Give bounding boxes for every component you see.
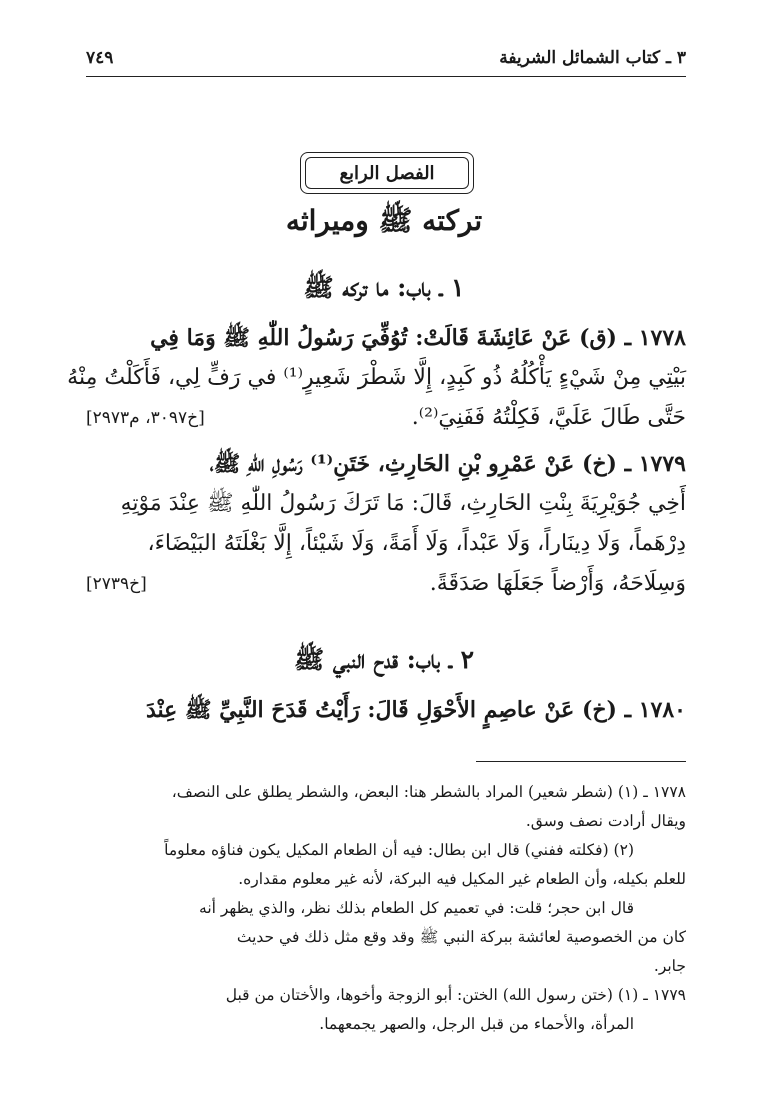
hadith-1778-line-3: حَتَّى طَالَ عَلَيَّ، فَكِلْتُهُ فَفَنِيَ⁽²⁾. (411, 405, 686, 430)
hadith-1778-line-1: ١٧٧٨ ـ (ق) عَنْ عَائِشَةَ قَالَتْ: تُوُفِّيَ رَسُولُ اللّٰهِ ﷺ وَمَا فِي (150, 325, 686, 351)
hadith-1779-source: [خ٢٧٣٩] (86, 574, 147, 594)
running-title: ٣ ـ كتاب الشمائل الشريفة (499, 48, 686, 68)
chapter-label-frame (300, 152, 474, 194)
chapter-title: تركته ﷺ وميراثه (285, 204, 483, 237)
hadith-1780 (86, 690, 686, 730)
hadith-1778 (67, 318, 686, 438)
page-header (86, 40, 686, 77)
hadith-1779-line-2: أَخِي جُوَيْرِيَةَ بِنْتِ الحَارِثِ، قَالَ: مَا تَرَكَ رَسُولُ اللّٰهِ ﷺ عِنْدَ مَوْتِهِ (120, 491, 686, 516)
footnote-line: المرأة، والأحماء من قبل الرجل، والصهر يجمعهما. (319, 1015, 634, 1033)
footnote-line: كان من الخصوصية لعائشة ببركة النبي ﷺ وقد وقع مثل ذلك في حديث (236, 928, 686, 946)
footnote-line: قال ابن حجر؛ قلت: في تعميم كل الطعام بذلك نظر، والذي يظهر أنه (199, 899, 634, 917)
bab-1-title: ١ ـ باب: ما تركه ﷺ (303, 273, 465, 302)
hadith-1778-line-2: بَيْتِي مِنْ شَيْءٍ يَأْكُلُهُ ذُو كَبِدٍ، إِلَّا شَطْرَ شَعِيرٍ⁽¹⁾ في رَفٍّ لِي، فَأَكَلْتُ مِنْهُ (67, 365, 686, 390)
footnote-line: ويقال أرادت نصف وسق. (525, 812, 686, 830)
hadith-1779-line-3: دِرْهَماً، وَلَا دِينَاراً، وَلَا عَبْداً، وَلَا أَمَةً، وَلَا شَيْئاً، إِلَّا بَغْلَتَهُ البَيْضَاءَ، (147, 531, 686, 556)
hadith-1779-line-1: ١٧٧٩ ـ (خ) عَنْ عَمْرِو بْنِ الحَارِثِ، خَتَنِ⁽¹⁾ رَسُولِ اللّٰهِ ﷺ، (209, 451, 686, 477)
footnote-line: (٢) (فكلته ففني) قال ابن بطال: فيه أن الطعام المكيل يكون فناؤه معلوماً (164, 841, 634, 859)
footnote-line: جابر. (653, 957, 686, 975)
hadith-1778-source: [خ٣٠٩٧، م٢٩٧٣] (86, 408, 205, 428)
page-number: ٧٤٩ (86, 48, 114, 68)
footnote-line: للعلم بكيله، وأن الطعام غير المكيل فيه البركة، لأنه غير معلوم مقداره. (238, 870, 686, 888)
chapter-label: الفصل الرابع (339, 162, 435, 184)
footnotes (86, 778, 686, 1039)
footnote-separator (476, 761, 686, 762)
footnote-line: ١٧٧٨ ـ (١) (شطر شعير) المراد بالشطر هنا: البعض، والشطر يطلق على النصف، (171, 783, 686, 801)
hadith-1779 (86, 444, 686, 604)
hadith-1780-line-1: ١٧٨٠ ـ (خ) عَنْ عاصِمٍ الأَحْوَلِ قَالَ: رَأَيْتُ قَدَحَ النَّبِيِّ ﷺ عِنْدَ (146, 697, 686, 723)
hadith-1779-line-4: وَسِلَاحَهُ، وَأَرْضاً جَعَلَهَا صَدَقَةً. (429, 571, 686, 596)
footnote-line: ١٧٧٩ ـ (١) (ختن رسول الله) الختن: أبو الزوجة وأخوها، والأختان من قبل (225, 986, 686, 1004)
bab-2-title: ٢ ـ باب: قدح النبي ﷺ (293, 645, 475, 674)
